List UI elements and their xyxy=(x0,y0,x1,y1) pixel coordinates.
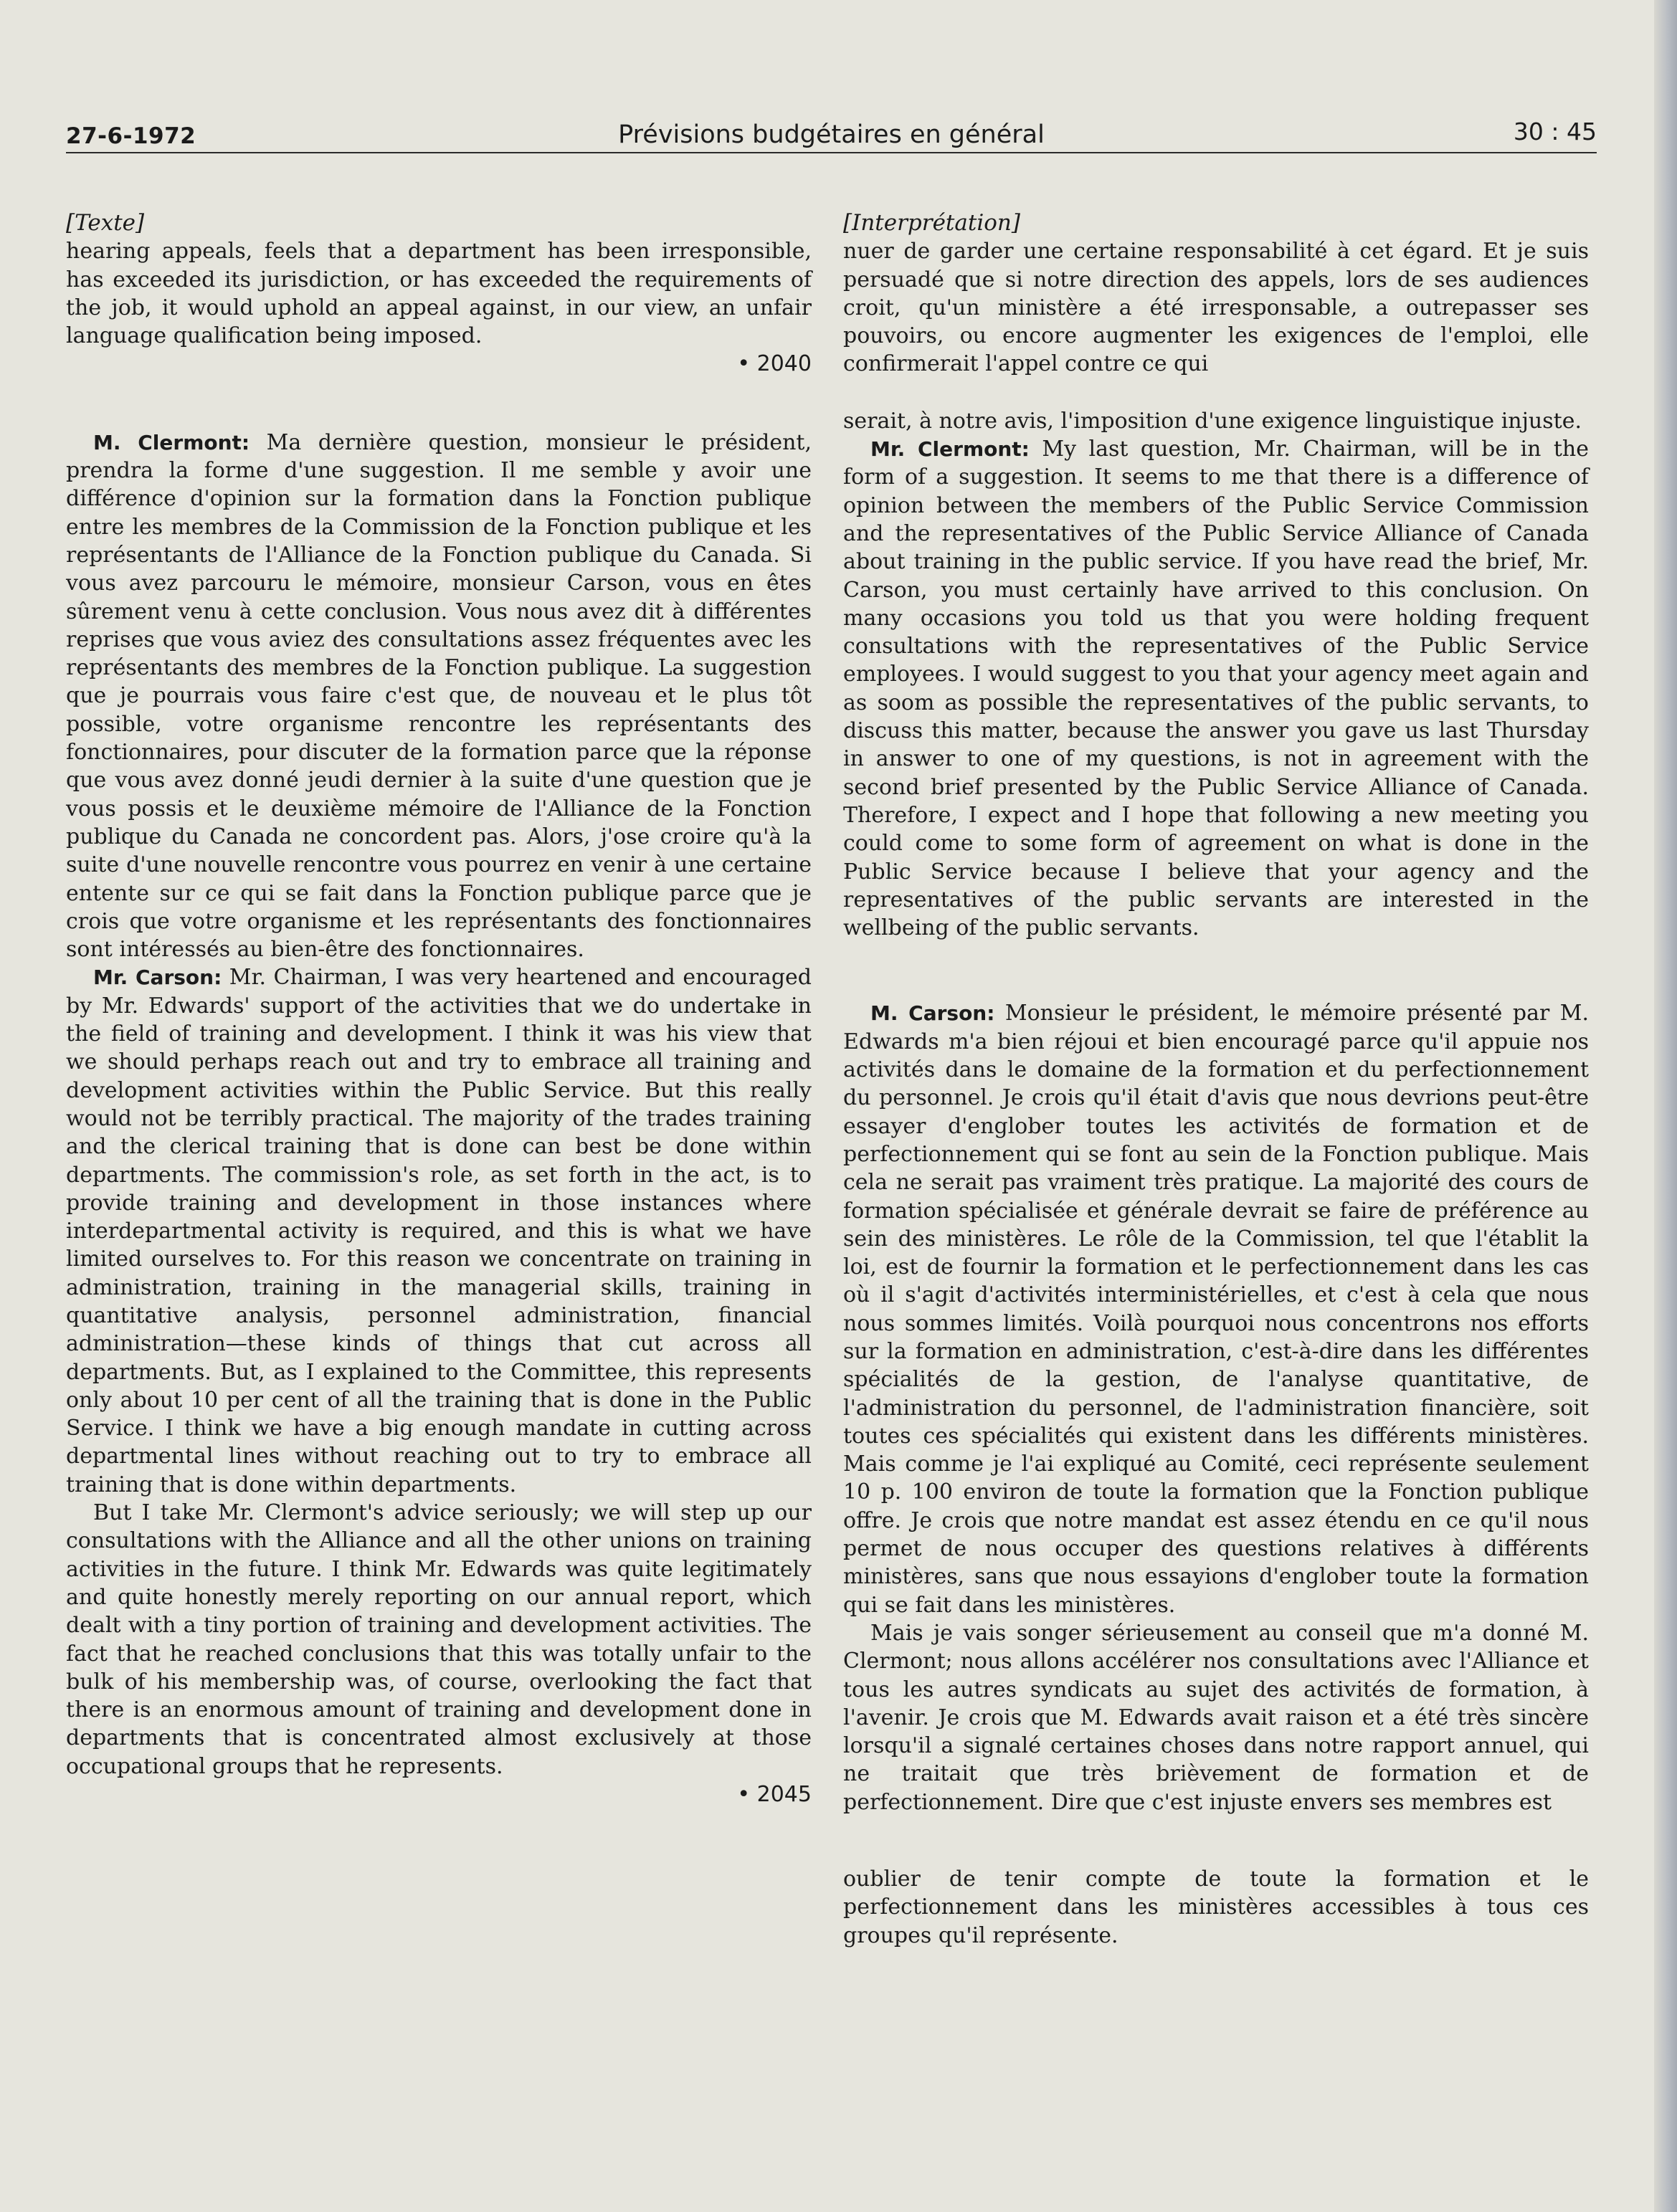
paragraph: Mais je vais songer sérieusement au conseil que m'a donné M. Clermont; nous allons accélérer nos consultations avec l'Alliance et tous les autres syndicats au sujet des activités de formation, à l'avenir. Je crois que M. Edwards avait raison et a été très sincère lorsqu'il a signalé certaines choses dans notre rapport annuel, qui ne traitait que très brièvement de formation et de perfectionnement. Dire que c'est injuste envers ses membres est xyxy=(843,1620,1589,1815)
paragraph: hearing appeals, feels that a department has been irresponsible, has exceeded its jurisdiction, or has exceeded the requirements of the job, it would uphold an appeal against, in our view, an unfair language qualification being imposed. xyxy=(66,239,812,349)
paragraph: But I take Mr. Clermont's advice seriously; we will step up our consultations with the Alliance and all the other unions on training activities in the future. I think Mr. Edwards was quite legitimately and quite honestly merely reporting on our annual report, which dealt with a tiny portion of training and development activities. The fact that he reached conclusions that this was totally unfair to the bulk of his membership was, of course, overlooking the fact that there is an enormous amount of training and development done in departments that is concentrated almost exclusively at those occupational groups that he represents. xyxy=(66,1500,812,1779)
speech-text: My last question, Mr. Chairman, will be in the form of a suggestion. It seems to me that there is a difference of opinion between the members of the Public Service Commission and the representatives of the Public Service Alliance of Canada about training in the public service. If you have read the brief, Mr. Carson, you must certainly have arrived to this conclusion. On many occasions you told us that you were holding frequent consultations with the representatives of the Public Service employees. I would suggest to you that your agency meet again and as soom as possible the representatives of the public servants, to discuss this matter, because the answer you gave us last Thursday in answer to one of my questions, is not in agreement with the second brief presented by the Public Service Alliance of Canada. Therefore, I expect and I hope that following a new meeting you could come to some form of agreement on what is done in the Public Service because I believe that your agency and the representatives of the public servants are interested in the wellbeing of the public servants. xyxy=(843,437,1590,941)
language-tag: [Interprétation] xyxy=(843,210,1020,236)
paragraph xyxy=(843,999,1589,1619)
paragraph: serait, à notre avis, l'imposition d'une exigence linguistique injuste. xyxy=(843,408,1582,434)
paragraph xyxy=(66,429,812,964)
speech-text: Ma dernière question, monsieur le président, prendra la forme d'une suggestion. Il me semble y avoir une différence d'opinion sur la formation dans la Fonction publique entre les membres de la Commission de la Fonction publique et les représentants de l'Alliance de la Fonction publique du Canada. Si vous avez parcouru le mémoire, monsieur Carson, vous en êtes sûrement venu à cette conclusion. Vous nous avez dit à différentes reprises que vous aviez des consultations assez fréquentes avec les représentants des membres de la Fonction publique. La suggestion que je pourrais vous faire c'est que, de nouveau et le plus tôt possible, votre organisme rencontre les représentants des fonctionnaires, pour discuter de la formation parce que la réponse que vous avez donné jeudi dernier à la suite d'une question que je vous possis et le deuxième mémoire de l'Alliance de la Fonction publique du Canada ne concordent pas. Alors, j'ose croire qu'à la suite d'une nouvelle rencontre vous pourrez en venir à une certaine entente sur ce qui se fait dans la Fonction publique parce que je crois que votre organisme et les représentants des fonctionnaires sont intéressés au bien-être des fonctionnaires. xyxy=(66,429,812,963)
left-column xyxy=(66,209,812,1808)
paragraph: nuer de garder une certaine responsabilité à cet égard. Et je suis persuadé que si notre direction des appels, lors de ses audiences croit, qu'un ministère a été irresponsable, a outrepasser ses pouvoirs, ou encore augmenter les exigences de l'emploi, elle confirmerait l'appel contre ce qui xyxy=(843,239,1589,377)
page-binding-edge xyxy=(1654,0,1677,2212)
time-marker: • 2045 xyxy=(737,1782,812,1808)
paragraph xyxy=(66,963,812,1499)
time-marker: • 2040 xyxy=(737,351,812,377)
header-title: Prévisions budgétaires en général xyxy=(618,120,1045,149)
language-tag: [Texte] xyxy=(66,210,145,236)
right-column xyxy=(843,209,1589,1950)
speaker-name: M. Carson: xyxy=(870,1001,995,1026)
speaker-name: Mr. Clermont: xyxy=(870,437,1030,462)
header-date: 27-6-1972 xyxy=(66,123,196,149)
header-page-number: 30 : 45 xyxy=(1513,118,1597,146)
paragraph xyxy=(843,435,1589,942)
speaker-name: M. Clermont: xyxy=(93,430,250,454)
speech-text: Mr. Chairman, I was very heartened and encouraged by Mr. Edwards' support of the activities that we do undertake in the field of training and development. I think it was his view that we should perhaps reach out and try to embrace all training and development activities within the Public Service. But this really would not be terribly practical. The majority of the trades training and the clerical training that is done can best be done within departments. The commission's role, as set forth in the act, is to provide training and development in those instances where interdepartmental activity is required, and this is what we have limited ourselves to. For this reason we concentrate on training in administration, training in the managerial skills, training in quantitative analysis, personnel administration, financial administration—these kinds of things that cut across all departments. But, as I explained to the Committee, this represents only about 10 per cent of all the training that is done in the Public Service. I think we have a big enough mandate in cutting across departmental lines without reaching out to try to embrace all training that is done within departments. xyxy=(66,965,812,1497)
speech-text: Monsieur le président, le mémoire présenté par M. Edwards m'a bien réjoui et bien encouragé parce qu'il appuie nos activités dans le domaine de la formation et du perfectionnement du personnel. Je crois qu'il était d'avis que nous devrions peut-être essayer d'englober toutes les activités de formation et de perfectionnement qui se font au sein de la Fonction publique. Mais cela ne serait pas vraiment très pratique. La majorité des cours de formation spécialisée et générale devrait se faire de préférence au sein des ministères. Le rôle de la Commission, tel que l'établit la loi, est de fournir la formation et le perfectionnement dans les cas où il s'agit d'activités interministérielles, et c'est à cela que nous nous sommes limités. Voilà pourquoi nous concentrons nos efforts sur la formation en administration, c'est-à-dire dans les différentes spécialités de la gestion, de l'analyse quantitative, de l'administration du personnel, de l'administration financière, soit toutes ces spécialités qui existent dans les différents ministères. Mais comme je l'ai expliqué au Comité, ceci représente seulement 10 p. 100 environ de toute la formation que la Fonction publique offre. Je crois que notre mandat est assez étendu en ce qu'il nous permet de nous occuper des questions relatives à différents ministères, sans que nous essayions d'englober toute la formation qui se fait dans les ministères. xyxy=(843,1001,1589,1618)
speaker-name: Mr. Carson: xyxy=(93,966,222,990)
page-header xyxy=(66,115,1597,153)
paragraph: oublier de tenir compte de toute la formation et le perfectionnement dans les ministères accessibles à tous ces groupes qu'il représente. xyxy=(843,1867,1589,1948)
